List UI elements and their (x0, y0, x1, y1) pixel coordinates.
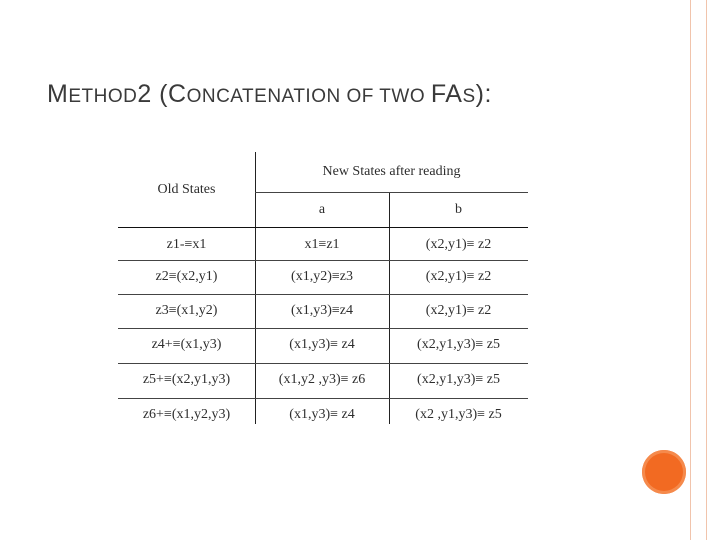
decorative-rule (690, 0, 691, 540)
header-col-b: b (455, 202, 462, 217)
table-cell-a: (x1,y3)≡ z4 (289, 337, 355, 352)
table-cell-a: (x1,y2)≡z3 (291, 269, 353, 284)
table-cell-b: (x2,y1)≡ z2 (425, 237, 492, 252)
decorative-rule (706, 0, 707, 540)
table-cell-old: z6+≡(x1,y2,y3) (142, 407, 231, 422)
table-cell-old: z4+≡(x1,y3) (151, 337, 222, 352)
table-cell-b: (x2,y1)≡ z2 (425, 269, 492, 284)
table-cell-b: (x2,y1,y3)≡ z5 (417, 337, 500, 352)
slide-title (47, 80, 492, 109)
transition-table (118, 152, 528, 424)
table-cell-a: (x1,y3)≡z4 (291, 303, 353, 318)
title-text: S (462, 86, 476, 107)
header-old-states: Old States (157, 181, 216, 197)
table-cell-a: (x1,y3)≡ z4 (289, 407, 355, 422)
table-divider (255, 192, 528, 193)
table-cell-old: z1-≡x1 (166, 237, 207, 252)
title-text: ONCATENATION OF TWO (186, 86, 431, 107)
table-cell-a: (x1,y2 ,y3)≡ z6 (278, 372, 366, 387)
header-new-states: New States after reading (322, 164, 461, 179)
title-text: ETHOD (68, 86, 138, 107)
header-col-a: a (318, 202, 326, 217)
title-text: C (168, 80, 187, 108)
table-cell-old: z3≡(x1,y2) (155, 303, 218, 318)
table-cell-b: (x2,y1,y3)≡ z5 (417, 372, 500, 387)
table-cell-a: x1≡z1 (304, 237, 340, 252)
title-text: ): (475, 80, 492, 108)
table-cell-old: z2≡(x2,y1) (155, 269, 218, 284)
table-cell-old: z5+≡(x2,y1,y3) (142, 372, 231, 387)
decorative-circle (642, 450, 686, 494)
title-text: FA (430, 80, 463, 108)
title-text: 2 ( (137, 80, 169, 108)
table-cell-b: (x2,y1)≡ z2 (425, 303, 492, 318)
table-cell-b: (x2 ,y1,y3)≡ z5 (415, 407, 502, 422)
title-text: M (47, 80, 69, 108)
